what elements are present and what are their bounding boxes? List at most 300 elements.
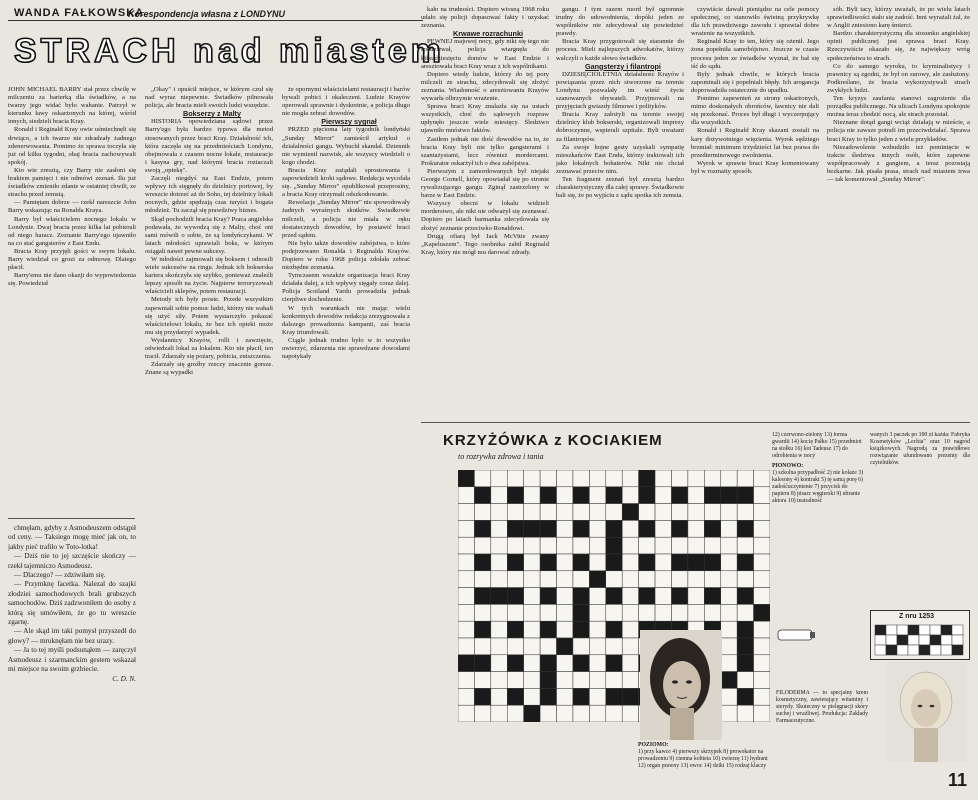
crossword-cell <box>671 571 687 588</box>
paragraph: Co do samego wyroku, to kryminalistycy i prawnicy są zgodni, że był on surowy, ale zasłużony. Podkreślano, że bracia wykorzystywali strach zwykłych ludzi. <box>827 62 970 94</box>
crossword-cell <box>655 520 671 537</box>
crossword-cell <box>754 672 770 689</box>
solution-cell <box>875 635 886 645</box>
portrait-photo <box>640 630 722 740</box>
crossword-cell <box>474 672 490 689</box>
crossword-cell <box>754 705 770 722</box>
section-heading: Bokserzy z Malty <box>183 109 241 119</box>
solution-cell <box>952 645 963 655</box>
crossword-cell <box>557 470 573 487</box>
crossword-cell <box>458 604 474 621</box>
solution-cell <box>941 645 952 655</box>
crossword-cell <box>655 588 671 605</box>
crossword-cell <box>721 537 737 554</box>
paragraph: HISTORIA opowiedziana sądowi przez Barry'ego była bardzo typowa dla metod stosowanych przez braci Kray. Działalność ich, która zaczęła się na przedmieściach Londynu, obejmowała z czasem nocne lokale, restauracje i kasyna gry, nad którymi bracia roztaczali swoją „opiekę". <box>145 118 273 174</box>
crossword-block <box>474 520 490 537</box>
crossword-cell <box>688 588 704 605</box>
crossword-cell <box>754 571 770 588</box>
crossword-cell <box>622 537 638 554</box>
crossword-cell <box>688 537 704 554</box>
crossword-block <box>507 655 523 672</box>
crossword-block <box>573 588 589 605</box>
crossword-cell <box>491 621 507 638</box>
crossword-cell <box>474 705 490 722</box>
crossword-cell <box>474 638 490 655</box>
crossword-cell <box>606 571 622 588</box>
crossword-block <box>573 655 589 672</box>
crossword-cell <box>474 470 490 487</box>
crossword-block <box>754 604 770 621</box>
divider <box>8 518 135 519</box>
crossword-block <box>507 588 523 605</box>
crossword-cell <box>688 504 704 521</box>
crossword-cell <box>655 604 671 621</box>
paragraph: Pomimo zapewnień ze strony oskarżonych, mimo doskonałych obrońców, ławnicy nie dali się przekonać. Proces był długi i wyczerpujący dla wszystkich. <box>691 95 819 127</box>
crossword-cell <box>507 470 523 487</box>
paragraph: Nieznane dotąd gangi wciąż działają w mieście, a policja nie zawsze potrafi im przeciwdziałać. Sprawa braci Kray to tylko jeden z wielu przykładów. <box>827 119 970 143</box>
clues-right: 12) czerwono-zielony 13) forma gwardii 14) kocię Pałko 15) przedmiot na stołku 16) kot Tadeusz 17) do odrobienia w nocy <box>772 432 862 459</box>
crossword-cell <box>721 470 737 487</box>
crossword-cell <box>524 571 540 588</box>
cream-tube-icon <box>776 620 816 650</box>
solution-cell <box>886 635 897 645</box>
crossword-block <box>639 520 655 537</box>
crossword-cell <box>573 638 589 655</box>
crossword-cell <box>507 571 523 588</box>
crossword-cell <box>639 571 655 588</box>
crossword-cell <box>622 655 638 672</box>
crossword-cell <box>737 571 753 588</box>
crossword-block <box>622 504 638 521</box>
crossword-cell <box>507 672 523 689</box>
crossword-block <box>639 487 655 504</box>
crossword-cell <box>704 604 720 621</box>
crossword-block <box>606 537 622 554</box>
crossword-cell <box>557 672 573 689</box>
section-heading: Gangsterzy i filantropi <box>585 61 661 71</box>
solution-cell <box>930 635 941 645</box>
crossword-block <box>474 621 490 638</box>
crossword-cell <box>589 705 605 722</box>
paragraph: DZIESIĘCIOLETNIA działalność Krayów i powiązania przez nich stworzone na terenie Londynu pozwalały im wieść życie szanowanych obywateli. Przyjmowali na przyjęciach gwiazdy filmowe i polityków. <box>556 70 684 111</box>
crossword-cell <box>737 672 753 689</box>
crossword-cell <box>655 571 671 588</box>
crossword-block <box>737 487 753 504</box>
crossword-block <box>639 588 655 605</box>
crossword-cell <box>737 604 753 621</box>
crossword-cell <box>474 504 490 521</box>
section-heading: Pierwszy sygnał <box>321 117 377 127</box>
crossword-block <box>540 487 556 504</box>
paragraph: Ten kryzys zaufania stanowi zagrożenie dla porządku publicznego. Na ulicach Londynu spokojnie można teraz chodzić nocą, ale strach pozostał. <box>827 95 970 119</box>
page-number: 11 <box>948 770 968 790</box>
crossword-cell <box>458 554 474 571</box>
crossword-cell <box>458 520 474 537</box>
solution-cell <box>919 645 930 655</box>
crossword-block <box>606 688 622 705</box>
solution-box <box>870 610 970 660</box>
crossword-cell <box>540 705 556 722</box>
crossword-title: KRZYŻÓWKA z KOCIAKIEM <box>443 432 663 449</box>
crossword-cell <box>721 604 737 621</box>
vertical-clues: 1) szkolna przypadłość 2) nie kolaże 3) kalesony 4) kontrakt 5) tę samą porę 6) zadośćuczynienie 7) przycisk do papieru 8) pisarz węgierski 9) ubranie aktora 10) teatralność <box>772 470 864 504</box>
paragraph: Za swoje hojne gesty uzyskali sympatię mieszkańców East Endu, którzy traktowali ich jako lokalnych bohaterów. Nikt nie chciał zeznawać przeciw nim. <box>556 143 684 175</box>
crossword-cell <box>573 705 589 722</box>
crossword-cell <box>671 470 687 487</box>
column-2 <box>145 86 273 792</box>
crossword-cell <box>688 470 704 487</box>
crossword-block <box>507 688 523 705</box>
paragraph: PRZED pięcioma laty tygodnik londyński „Sunday Mirror" zamieścił artykuł o działalności gangu. Wybuchł skandal. Dziennik nie wymienił nazwisk, ale wszyscy wiedzieli o kogo chodzi. <box>282 126 410 166</box>
crossword-cell <box>458 705 474 722</box>
paragraph: — Ja to tej myśli podsunąłem — zaręczył Asmodeusz i szarmanckim gestem wskazał mi miejsce na swoim grzbiecie. <box>8 646 136 674</box>
crossword-cell <box>622 621 638 638</box>
crossword-cell <box>507 504 523 521</box>
crossword-cell <box>491 705 507 722</box>
crossword-cell <box>491 655 507 672</box>
crossword-block <box>671 520 687 537</box>
crossword-block <box>606 520 622 537</box>
paragraph: że opornymi właścicielami restauracji i barów bywali pobici i okaleczeni. Ludzie Krayów operowali sprawnie i dyskretnie, a policja długo nie mogła zebrać dowodów. <box>282 86 410 118</box>
author-name: WANDA FAŁKOWSKA <box>14 7 145 19</box>
crossword-cell <box>721 588 737 605</box>
crossword-cell <box>540 638 556 655</box>
crossword-cell <box>622 571 638 588</box>
ad-portrait <box>886 662 966 762</box>
paragraph: Ronald i Reginald Kray owie uśmiechnęli się drwiąco, a ich twarze nie zdradzały żadnego zdenerwowania. Pomimo że sprawa toczyła się już od kilku tygodni, obaj bracia zachowywali spokój. <box>8 126 136 166</box>
crossword-cell <box>491 604 507 621</box>
crossword-block <box>573 554 589 571</box>
crossword-block <box>721 672 737 689</box>
crossword-cell <box>622 588 638 605</box>
solution-cell <box>930 625 941 635</box>
crossword-block <box>606 621 622 638</box>
crossword-block <box>737 621 753 638</box>
paragraph: Zaczęli niegdyś na East Endzie, potem wpływy ich sięgnęły do dzielnicy portowej, by wreszcie dotrzeć aż do Soho, tej dzielnicy lokali nocnych, gdzie spędzają czas turyści i bogata młodzież. Tu zaczął się prawdziwy biznes. <box>145 175 273 215</box>
crossword-cell <box>589 638 605 655</box>
crossword-cell <box>688 571 704 588</box>
solution-cell <box>919 625 930 635</box>
crossword-cell <box>524 621 540 638</box>
crossword-cell <box>491 537 507 554</box>
crossword-cell <box>589 621 605 638</box>
crossword-cell <box>557 705 573 722</box>
crossword-cell <box>721 705 737 722</box>
crossword-cell <box>754 470 770 487</box>
paragraph: „Okay" i opuścił miejsce, w którym czuł się nad wyraz niepewnie. Świadków pilnowała policja, ale bracia mieli swoich ludzi wszędzie. <box>145 86 273 110</box>
crossword-block <box>507 520 523 537</box>
crossword-block <box>721 487 737 504</box>
solution-cell <box>941 625 952 635</box>
crossword-cell <box>557 487 573 504</box>
crossword-cell <box>557 621 573 638</box>
crossword-block <box>491 588 507 605</box>
crossword-block <box>540 688 556 705</box>
crossword-cell <box>639 504 655 521</box>
crossword-cell <box>557 554 573 571</box>
crossword-cell <box>721 621 737 638</box>
solution-cell <box>908 625 919 635</box>
crossword-block <box>458 470 474 487</box>
crossword-block <box>540 672 556 689</box>
crossword-block <box>704 487 720 504</box>
crossword-cell <box>458 571 474 588</box>
paragraph: Bardzo charakterystyczną dla stosunku angielskiej opinii publicznej jest sprawa braci Kray. Rzeczywiście okazało się, że największy wróg społeczeństwa to strach. <box>827 30 970 62</box>
crossword-cell <box>491 672 507 689</box>
crossword-cell <box>507 537 523 554</box>
paragraph: Metody ich były proste. Przede wszystkim zapewniali sobie pomoc ludzi, którzy nie wahali się użyć siły. Potem wystarczyło pokazać właścicielowi lokalu, że bez ich opieki może mu się przydarzyć wypadek. <box>145 296 273 336</box>
crossword-cell <box>557 688 573 705</box>
crossword-cell <box>573 504 589 521</box>
crossword-cell <box>754 537 770 554</box>
crossword-cell <box>688 487 704 504</box>
crossword-cell <box>524 588 540 605</box>
crossword-cell <box>557 655 573 672</box>
crossword-cell <box>524 487 540 504</box>
article-title: STRACH nad miastem <box>14 32 445 70</box>
crossword-cell <box>589 588 605 605</box>
column-5 <box>556 6 684 418</box>
paragraph: Reginald Kray to ten, który się ożenił. Jego żona popełniła samobójstwo. Jeszcze w czasie procesu jeden ze świadków wyznał, że bał się iść do sądu. <box>691 38 819 70</box>
crossword-block <box>474 655 490 672</box>
paragraph: PEWNEJ majowej nocy, gdy nikt się tego nie spodziewał, policja wtargnęła do kilkudziesięciu domów w East Endzie i aresztowała braci Kray wraz z ich wspólnikami. <box>421 38 549 70</box>
crossword-cell <box>458 537 474 554</box>
crossword-cell <box>507 638 523 655</box>
crossword-cell <box>721 520 737 537</box>
crossword-cell <box>721 554 737 571</box>
crossword-cell <box>622 487 638 504</box>
crossword-block <box>458 655 474 672</box>
crossword-cell <box>474 571 490 588</box>
crossword-cell <box>540 470 556 487</box>
crossword-block <box>671 554 687 571</box>
paragraph: Nie było także dowodów zabójstwa, o które podejrzewano Ronalda i Reginalda Krayów. Dopiero w roku 1968 policja zdołała zebrać niezbędne zeznania. <box>282 239 410 272</box>
crossword-subtitle: to rozrywka zdrowa i tania <box>458 452 544 461</box>
paragraph: Bracia Kray zażądali sprostowania i zapowiedzieli kroki sądowe. Redakcja wycofała się. „Sunday Mirror" opublikował przeprosiny, a bracia Kray otrzymali odszkodowanie. <box>282 166 410 199</box>
solution-grid <box>871 623 967 657</box>
paragraph: gangu. I tym razem mord był ogromnie trudny do udowodnienia, dopóki jeden ze wspólników nie zdecydował się powiedzieć prawdy. <box>556 6 684 38</box>
column-7 <box>827 6 970 418</box>
crossword-cell <box>754 554 770 571</box>
crossword-cell <box>491 470 507 487</box>
ad-text: FILODERMA — to specjalny krem kosmetyczny, zawierający witaminy i sterydy. Skuteczny w pielęgnacji skóry suchej i wrażliwej. Produkcja: Zakłady Farmaceutyczne. <box>776 690 868 724</box>
crossword-block <box>639 470 655 487</box>
column-1 <box>8 86 136 510</box>
solution-cell <box>930 645 941 655</box>
serial-column <box>8 524 136 792</box>
crossword-cell <box>524 688 540 705</box>
column-3 <box>282 86 410 792</box>
paragraph: Wyrok w sprawie braci Kray komentowany był w rozmaity sposób. <box>691 159 819 175</box>
paragraph: — Przymknę facetka. Nalezal do szajki złodziei samochodowych brali grubszych samochodów. Dziś zadzwoniłem do osoby z którą się umówiłem, że go tu wreszcie zgarnę. <box>8 580 136 627</box>
crossword-cell <box>737 504 753 521</box>
crossword-cell <box>606 672 622 689</box>
solution-cell <box>897 645 908 655</box>
crossword-cell <box>458 588 474 605</box>
crossword-cell <box>573 537 589 554</box>
crossword-cell <box>622 520 638 537</box>
solution-label: Z nru 1253 <box>899 613 935 620</box>
paragraph: W tych warunkach nie mając wielu konkretnych dowodów redakcja zrezygnowała z dalszego prowadzenia kampanii, zaś bracia Kray triumfowali. <box>282 304 410 336</box>
crossword-cell <box>671 504 687 521</box>
column-4 <box>421 6 549 418</box>
paragraph: Pierwszym z zamordowanych był niejaki George Cornell, który opowiadał się po stronie rywalizującego gangu. Zginął zastrzelony w barze w East Endzie. <box>421 167 549 200</box>
crossword-cell <box>474 604 490 621</box>
prize-text <box>870 432 970 604</box>
crossword-block <box>540 588 556 605</box>
crossword-block <box>573 520 589 537</box>
crossword-cell <box>655 537 671 554</box>
crossword-block <box>540 554 556 571</box>
crossword-cell <box>458 672 474 689</box>
crossword-block <box>737 688 753 705</box>
crossword-cell <box>524 470 540 487</box>
crossword-cell <box>491 571 507 588</box>
paragraph: Dopiero wtedy ludzie, którzy do tej pory milczeli ze strachu, zdecydowali się złożyć zeznania. Wiadomość o aresztowaniu Krayów wywarła olbrzymie wrażenie. <box>421 70 549 103</box>
crossword-cell <box>688 604 704 621</box>
crossword-cell <box>655 504 671 521</box>
paragraph: Rewelacje „Sunday Mirror" nie spowodowały żadnych wyraźnych skutków. Świadkowie milczeli, a policja nie miała w ręku dostatecznych dowodów, by postawić braci przed sądem. <box>282 199 410 239</box>
solution-cell <box>875 625 886 635</box>
crossword-cell <box>458 504 474 521</box>
crossword-block <box>606 588 622 605</box>
crossword-cell <box>655 470 671 487</box>
paragraph: Barry'emu nie dano okazji do wypowiedzenia się. Powiedział <box>8 272 136 288</box>
horizontal-clues: 1) przy kawce 4) pierwszy skrzypek 8) prowokator na prowadzeniu 9) ciemna kobieta 10) zwierzę 11) hydrant 12) organ prawny 13) owoc 14) dziki 15) rodzaj klaczy <box>638 749 768 769</box>
crossword-cell <box>704 504 720 521</box>
crossword-cell <box>606 705 622 722</box>
crossword-block <box>737 638 753 655</box>
crossword-block <box>573 487 589 504</box>
crossword-cell <box>721 571 737 588</box>
crossword-block <box>704 520 720 537</box>
prize-paragraph: wanych 3 paczek po 100 zł każda: Fabryka Kosmetyków „Lechia" oraz 10 nagród książkowych. Nagrodą za prawidłowe rozwiązanie ufundowano prezenty dla czytelników. <box>870 432 970 466</box>
crossword-cell <box>573 470 589 487</box>
correspondence-line: Korespondencja własna z LONDYNU <box>128 9 286 19</box>
crossword-block <box>507 621 523 638</box>
paragraph: Wszyscy obecni w lokalu widzieli morderstwo, ale nikt nie odważył się zeznawać. Dopiero po latach barmanka zdecydowała się złożyć zeznanie przeciwko Ronaldowi. <box>421 200 549 232</box>
crossword-cell <box>754 487 770 504</box>
paragraph: sób. Byli tacy, którzy uważali, że po wielu latach sprawiedliwości stało się zadość. Inni wyrażali żal, że w Anglii zniesiono karę śmierci. <box>827 6 970 30</box>
crossword-block <box>507 554 523 571</box>
crossword-cell <box>704 470 720 487</box>
crossword-cell <box>754 621 770 638</box>
crossword-block <box>737 588 753 605</box>
crossword-cell <box>557 537 573 554</box>
crossword-cell <box>704 571 720 588</box>
crossword-cell <box>557 571 573 588</box>
filoderma-ad <box>776 690 868 790</box>
crossword-cell <box>507 705 523 722</box>
paragraph: — Dlaczego? — zdziwiłam się. <box>14 571 106 580</box>
crossword-cell <box>655 487 671 504</box>
paragraph: Były jednak chwile, w których bracia zapominali się i popełniali błędy. Ich arogancja doprowadziła ostatecznie do upadku. <box>691 70 819 94</box>
crossword-cell <box>754 688 770 705</box>
solution-cell <box>908 645 919 655</box>
paragraph: Wysłannicy Krayów, rolli i zawzięcie, odwiedzali lokal za lokalem. Kto nie płacił, ten tracił. Zdarzały się pożary, pobicia, zniszczenia. <box>145 336 273 361</box>
crossword-cell <box>589 688 605 705</box>
signature: C. D. N. <box>112 674 136 683</box>
crossword-cell <box>557 604 573 621</box>
solution-cell <box>886 625 897 635</box>
crossword-block <box>606 554 622 571</box>
paragraph: Tymczasem wszakże organizacja braci Kray działała dalej, a ich wpływy sięgały coraz dalej. Policja Scotland Yardu prowadziła jednak cierpliwe dochodzenie. <box>282 272 410 304</box>
paragraph: Bracia Kray założyli na terenie swojej dzielnicy klub bokserski, organizowali imprezy dobroczynne, wspierali szpitale. Byli uważani za filantropów. <box>556 111 684 143</box>
crossword-cell <box>589 470 605 487</box>
crossword-cell <box>737 537 753 554</box>
crossword-cell <box>524 604 540 621</box>
crossword-cell <box>589 672 605 689</box>
crossword-block <box>524 705 540 722</box>
crossword-cell <box>573 672 589 689</box>
crossword-block <box>704 554 720 571</box>
crossword-cell <box>491 520 507 537</box>
crossword-cell <box>540 537 556 554</box>
crossword-block <box>606 655 622 672</box>
crossword-cell <box>639 537 655 554</box>
crossword-cell <box>540 504 556 521</box>
column-6 <box>691 6 819 418</box>
crossword-cell <box>754 504 770 521</box>
crossword-cell <box>524 537 540 554</box>
crossword-cell <box>573 571 589 588</box>
crossword-cell <box>671 537 687 554</box>
crossword-cell <box>754 588 770 605</box>
solution-cell <box>941 635 952 645</box>
solution-cell <box>875 645 886 655</box>
section-heading: Krwawe rozrachunki <box>453 29 523 39</box>
crossword-cell <box>721 655 737 672</box>
paragraph: W młodości zajmowali się boksem i odnosili wiele sukcesów na ringu. Jednak ich bokserska kariera skończyła się szybko, ponieważ znaleźli lepszy sposób na życie. Najpierw terroryzowali właścicieli sklepów, potem restauracji. <box>145 255 273 296</box>
solution-cell <box>952 625 963 635</box>
crossword-cell <box>589 604 605 621</box>
paragraph: Kto wie zresztą, czy Barry nie zasłoni się brakiem pamięci i nie odmówi zeznań. Ilu już świadków zmieniło zdanie w ostatniej chwili, ze strachu przed zemstą. <box>8 166 136 199</box>
crossword-cell <box>655 554 671 571</box>
paragraph: Bracia Kray przygotowali się starannie do procesu. Mieli najlepszych adwokatów, którzy walczyli o każde słowo świadków. <box>556 38 684 62</box>
solution-cell <box>919 635 930 645</box>
solution-cell <box>897 635 908 645</box>
crossword-cell <box>589 487 605 504</box>
crossword-cell <box>491 688 507 705</box>
paragraph: Zasiłem jednak nie dość dowodów na to, że bracia Kray byli nie tylko gangsterami i szantażystami, lecz również mordercami. Prokurator oskarżył ich o dwa zabójstwa. <box>421 135 549 167</box>
paragraph: Sprawa braci Kray znalazła się na ustach wszystkich, choć do sądowych rozpraw upłynęło jeszcze wiele miesięcy. Śledztwo ujawniło mnóstwo faktów. <box>421 103 549 135</box>
crossword-cell <box>524 655 540 672</box>
crossword-cell <box>622 554 638 571</box>
crossword-cell <box>622 604 638 621</box>
paragraph: Skąd pochodzili bracia Kray? Praca angielska podawała, że wywodzą się z Malty, choć oni sami mówili o sobie, że są londyńczykami. W latach młodości uprawiali boks, w którym osiągali nawet pewne sukcesy. <box>145 215 273 255</box>
paragraph: Niezadowolenie wzbudziło też pominięcie w trakcie śledztwa innych osób, które zapewne współpracowały z gangiem, a teraz pozostają bezkarne. Jak pisała prasa, strach nad miastem trwa — tak komentował „Sunday Mirror". <box>827 143 970 183</box>
crossword-cell <box>540 571 556 588</box>
crossword-block <box>540 621 556 638</box>
crossword-block <box>474 487 490 504</box>
solution-cell <box>952 635 963 645</box>
crossword-cell <box>507 604 523 621</box>
solution-cell <box>897 625 908 635</box>
crossword-cell <box>524 638 540 655</box>
crossword-block <box>639 554 655 571</box>
crossword-block <box>573 688 589 705</box>
crossword-block <box>540 655 556 672</box>
horizontal-clues-block <box>638 742 768 794</box>
crossword-grid <box>458 470 770 722</box>
paragraph: Drugą ofiarą był Jack McVitie zwany „Kapeluszem". Tego osobnika zabił Reginald Kray, który nie mógł mu darować zdrady. <box>421 232 549 256</box>
crossword-block <box>606 487 622 504</box>
crossword-cell <box>721 504 737 521</box>
paragraph: — Dziś nie to jej szczęście skończy — rzekł tajemniczo Asmodeusz. <box>8 552 136 570</box>
horizontal-label: POZIOMO: <box>638 742 669 748</box>
crossword-cell <box>524 672 540 689</box>
crossword-cell <box>622 638 638 655</box>
